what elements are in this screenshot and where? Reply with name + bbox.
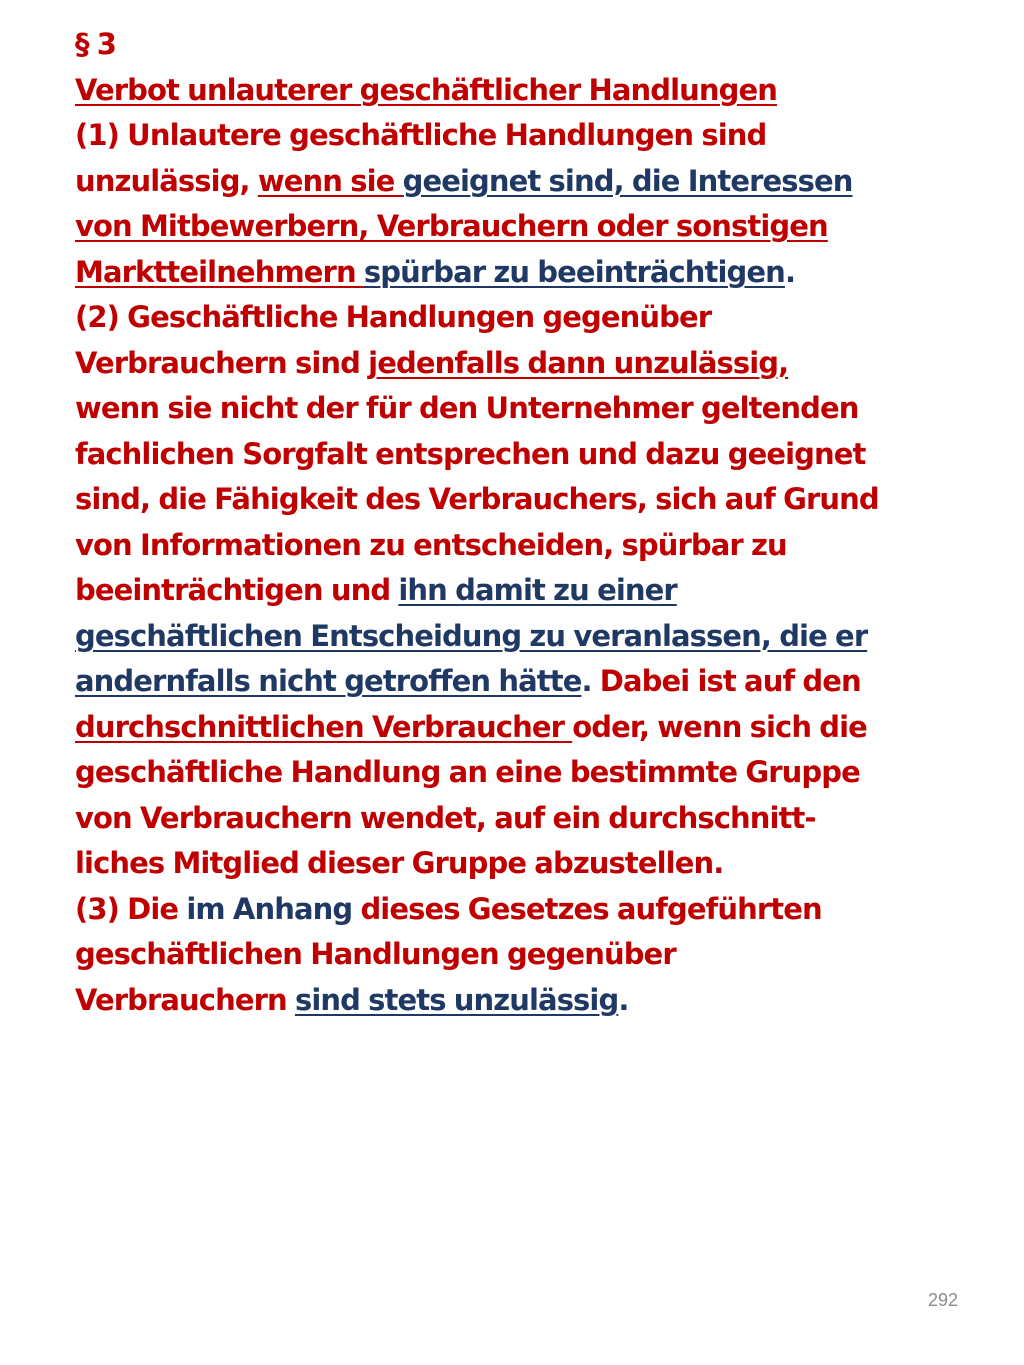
page-number: 292	[927, 1290, 958, 1310]
text-segment: oder, wenn sich die	[572, 709, 867, 744]
paragraph-1-line	[75, 250, 905, 296]
highlighted-phrase: geeignet sind, die Interessen	[402, 163, 853, 198]
text-segment: dieses Gesetzes aufgeführten	[352, 891, 822, 926]
statute-text	[75, 22, 905, 1023]
paragraph-3-line	[75, 978, 905, 1024]
paragraph-3	[75, 887, 905, 1024]
text-segment: Verbrauchern sind	[75, 345, 369, 380]
paragraph-3-line: geschäftlichen Handlungen gegenüber	[75, 937, 676, 971]
paragraph-2-line	[75, 568, 905, 614]
paragraph-2-line: liches Mitglied dieser Gruppe abzustellen.	[75, 846, 724, 880]
highlighted-phrase: sind stets unzulässig	[294, 982, 619, 1017]
paragraph-2-line: sind, die Fähigkeit des Verbrauchers, sich auf Grund	[75, 482, 879, 516]
paragraph-1-line: (1) Unlautere geschäftliche Handlungen sind	[75, 118, 767, 152]
highlighted-phrase: andernfalls nicht getroffen hätte	[75, 664, 582, 698]
paragraph-2-line: von Verbrauchern wendet, auf ein durchschnitt-	[75, 800, 816, 835]
paragraph-2-line: fachlichen Sorgfalt entsprechen und dazu geeignet	[75, 436, 866, 471]
text-segment: unzulässig,	[75, 163, 258, 198]
paragraph-2-line	[75, 659, 905, 705]
paragraph-2-line	[75, 705, 905, 751]
highlighted-phrase: wenn sie	[257, 163, 403, 198]
highlighted-phrase: spürbar zu beeinträchtigen	[363, 254, 785, 289]
highlighted-phrase: jedenfalls dann unzulässig,	[368, 345, 789, 380]
paragraph-2-line: (2) Geschäftliche Handlungen gegenüber	[75, 300, 712, 334]
text-segment: Verbrauchern	[75, 982, 295, 1017]
text-segment: .	[618, 982, 629, 1017]
paragraph-2	[75, 295, 905, 887]
text-segment: beeinträchtigen und	[75, 573, 399, 607]
paragraph-3-line	[75, 887, 905, 933]
paragraph-2-line: geschäftlichen Entscheidung zu veranlassen, die er	[75, 618, 868, 653]
section-number: § 3	[75, 27, 117, 61]
text-segment: Dabei ist auf den	[591, 664, 861, 698]
highlighted-phrase: Marktteilnehmern	[75, 254, 364, 289]
text-segment: im Anhang	[186, 891, 353, 926]
paragraph-2-line: geschäftliche Handlung an eine bestimmte Gruppe	[75, 755, 860, 789]
paragraph-2-line: wenn sie nicht der für den Unternehmer geltenden	[75, 391, 859, 425]
paragraph-1-line: von Mitbewerbern, Verbrauchern oder sonstigen	[75, 209, 828, 243]
paragraph-1	[75, 113, 905, 295]
highlighted-phrase: durchschnittlichen Verbraucher	[75, 709, 573, 744]
text-segment: .	[581, 664, 592, 698]
text-segment: .	[784, 254, 796, 289]
highlighted-phrase: ihn damit zu einer	[398, 573, 677, 607]
paragraph-1-line	[75, 159, 905, 205]
paragraph-2-line	[75, 341, 905, 387]
section-title: Verbot unlauterer geschäftlicher Handlungen	[75, 72, 778, 107]
text-segment: (3) Die	[75, 891, 187, 926]
paragraph-2-line: von Informationen zu entscheiden, spürbar zu	[75, 527, 787, 562]
